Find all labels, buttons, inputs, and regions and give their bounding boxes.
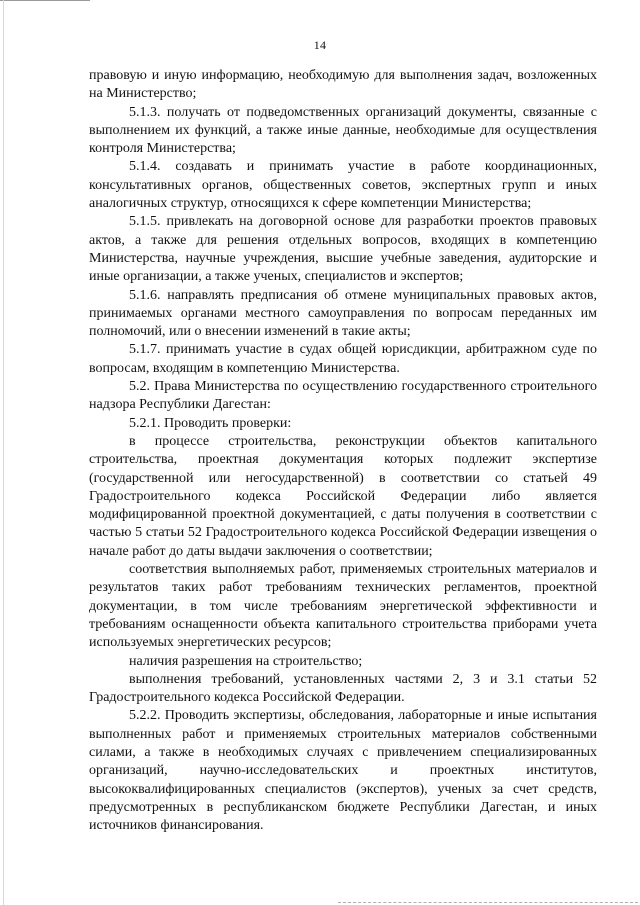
- paragraph: соответствия выполняемых работ, применяемых строительных материалов и результатов таких работ требованиям технических регламентов, проектной документации, в том числе требованиям энергетической эффективности и требованиям оснащенности объекта капитального строительства приборами учета используемых энергетических ресурсов;: [89, 562, 597, 651]
- document-body: [89, 67, 597, 835]
- paragraph: 5.1.6. направлять предписания об отмене муниципальных правовых актов, принимаемых органами местного самоуправления по вопросам переданных им полномочий, или о внесении изменений в такие акты;: [89, 287, 597, 340]
- paragraph: 5.2.1. Проводить проверки:: [129, 415, 292, 431]
- paragraph: 5.1.5. привлекать на договорной основе для разработки проектов правовых актов, а также для решения отдельных вопросов, входящих в компетенцию Министерства, научные учреждения, высшие учебные заведения, аудиторские и иные организации, а также ученых, специалистов и экспертов;: [89, 214, 597, 285]
- paragraph: правовую и иную информацию, необходимую для выполнения задач, возложенных на Министерство;: [89, 68, 597, 102]
- paragraph: 5.1.3. получать от подведомственных организаций документы, связанные с выполнением их функций, а также иные данные, необходимые для осуществления контроля Министерства;: [89, 104, 597, 157]
- page-number: 14: [313, 38, 327, 52]
- paragraph: выполнения требований, установленных частями 2, 3 и 3.1 статьи 52 Градостроительного кодекса Российской Федерации.: [89, 671, 597, 706]
- paragraph: наличия разрешения на строительство;: [129, 653, 363, 669]
- paragraph: 5.2. Права Министерства по осуществлению государственного строительного надзора Республики Дагестан:: [89, 379, 597, 413]
- paragraph: 5.1.7. принимать участие в судах общей юрисдикции, арбитражном суде по вопросам, входящим в компетенцию Министерства.: [89, 342, 597, 376]
- scan-edge-top: [0, 0, 90, 1]
- scan-edge-bottom: [338, 902, 638, 903]
- paragraph: 5.2.2. Проводить экспертизы, обследования, лабораторные и иные испытания выполненных работ и применяемых строительных материалов собственными силами, а также в необходимых случаях с привлечением специализированных организаций, научно-исследовательских и проектных институтов, высококвалифицированных специалистов (экспертов), ученых за счет средств, предусмотренных в республиканском бюджете Республики Дагестан, и иных источников финансирования.: [89, 708, 597, 834]
- paragraph: 5.1.4. создавать и принимать участие в работе координационных, консультативных органов, общественных советов, экспертных групп и иных аналогичных структур, относящихся к сфере компетенции Министерства;: [89, 159, 597, 212]
- paragraph: в процессе строительства, реконструкции объектов капитального строительства, проектная документация которых подлежит экспертизе (государственной или негосударственной) в соответствии со статьей 49 Градостроительного кодекса Российской Федерации либо является модифицированной проектной документацией, с даты получения в соответствии с частью 5 статьи 52 Градостроительного кодекса Российской Федерации извещения о начале работ до даты выдачи заключения о соответствии;: [89, 433, 597, 559]
- scan-edge-left: [3, 0, 4, 905]
